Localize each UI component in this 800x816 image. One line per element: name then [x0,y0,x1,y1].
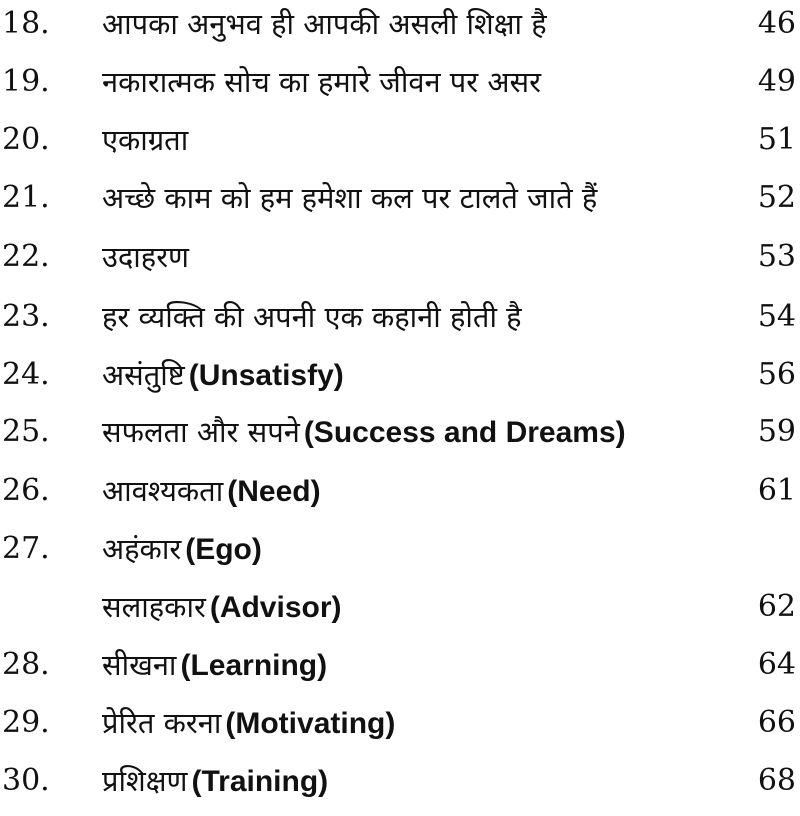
toc-entry [0,228,800,286]
entry-title-english: (Learning) [180,649,328,682]
entry-title [102,520,262,584]
entry-page-number: 59 [757,414,796,449]
entry-number: 18. [2,6,50,41]
entry-title-english: (Advisor) [209,591,342,624]
toc-entry [0,520,800,578]
entry-title-english: (Success and Dreams) [303,416,626,449]
entry-title [102,578,342,642]
toc-entry [0,578,800,636]
entry-number: 24. [2,357,50,392]
entry-number: 27. [2,531,50,566]
entry-title-hindi: अच्छे काम को हम हमेशा कल पर टालते जाते हैं [102,181,598,215]
entry-title [102,111,188,175]
entry-title-english: (Motivating) [225,707,396,740]
entry-page-number: 46 [757,6,796,41]
entry-title-hindi: एकाग्रता [102,123,189,157]
entry-number: 28. [2,647,50,682]
entry-title-hindi: असंतुष्टि [102,358,185,392]
entry-title-hindi: सलाहकार [102,590,206,624]
toc-entry [0,462,800,520]
toc-entry [0,403,800,461]
entry-title-hindi: प्रेरित करना [102,706,222,740]
entry-number: 26. [2,473,50,508]
entry-page-number: 61 [757,473,796,508]
entry-title [102,228,189,292]
entry-title-english: (Unsatisfy) [188,359,344,392]
entry-page-number: 66 [757,705,796,740]
entry-title-english: (Training) [191,765,329,798]
toc-entry [0,752,800,810]
entry-page-number: 52 [757,180,796,215]
entry-title [102,53,541,117]
entry-title-hindi: प्रशिक्षण [102,764,188,798]
entry-title-hindi: सफलता और सपने [102,415,300,449]
entry-page-number: 49 [757,64,796,99]
entry-title [102,288,522,352]
entry-title [102,694,395,758]
entry-title-hindi: सीखना [102,648,177,682]
entry-title [102,462,321,526]
entry-number: 19. [2,64,50,99]
entry-title [102,403,626,467]
entry-page-number: 68 [757,763,796,798]
entry-title-hindi: आपका अनुभव ही आपकी असली शिक्षा है [102,7,547,41]
toc-entry [0,346,800,404]
entry-number: 23. [2,299,50,334]
toc-entry [0,694,800,752]
entry-title-english: (Need) [227,475,321,508]
entry-number: 29. [2,705,50,740]
entry-title-english: (Ego) [185,533,262,566]
entry-number: 20. [2,122,50,157]
toc-entry [0,636,800,694]
entry-number: 21. [2,180,50,215]
entry-page-number: 53 [757,239,796,274]
toc-entry [0,53,800,111]
entry-title [102,752,328,816]
entry-title-hindi: उदाहरण [102,240,190,274]
entry-title [102,169,597,233]
toc-entry [0,288,800,346]
entry-number: 25. [2,414,50,449]
entry-title-hindi: हर व्यक्ति की अपनी एक कहानी होती है [102,300,522,334]
entry-title [102,636,327,700]
entry-page-number: 54 [757,299,796,334]
toc-entry [0,111,800,169]
toc-entry [0,0,800,53]
entry-title [102,0,547,59]
toc-entry [0,169,800,227]
entry-number: 22. [2,239,50,274]
entry-number: 30. [2,763,50,798]
entry-title-hindi: नकारात्मक सोच का हमारे जीवन पर असर [102,65,541,99]
entry-page-number: 56 [757,357,796,392]
entry-title-hindi: अहंकार [102,532,182,566]
entry-page-number: 51 [757,122,796,157]
entry-page-number: 64 [757,647,796,682]
entry-title [102,346,344,410]
entry-title-hindi: आवश्यकता [102,474,224,508]
entry-page-number: 62 [757,589,796,624]
